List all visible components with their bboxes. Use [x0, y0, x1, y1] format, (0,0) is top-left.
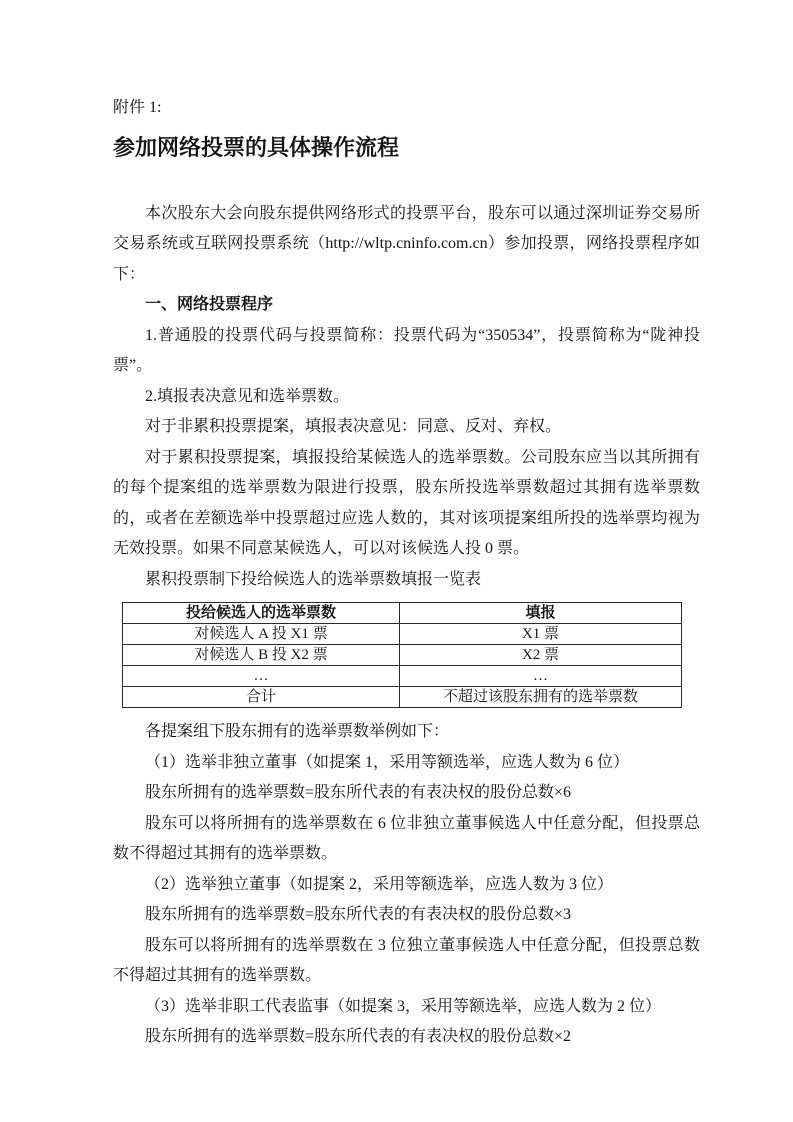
table-cell: 合计 [123, 687, 400, 708]
table-cell: X2 票 [400, 645, 682, 666]
table-row [123, 645, 682, 666]
example2-title: （2）选举独立董事（如提案 2，采用等额选举，应选人数为 3 位） [145, 875, 614, 893]
paragraph-fill-opinion: 2.填报表决意见和选举票数。 [145, 387, 350, 405]
table-cell: X1 票 [400, 624, 682, 645]
table-cell: … [400, 666, 682, 687]
paragraph-vote-code: 1.普通股的投票代码与投票简称：投票代码为“350534”，投票简称为“陇神投票”。 [113, 326, 700, 374]
intro-paragraph: 本次股东大会向股东提供网络形式的投票平台，股东可以通过深圳证券交易所交易系统或互联网投票系统（http://wltp.cninfo.com.cn）参加投票，网络投票程序如下： [113, 204, 700, 283]
example3-title: （3）选举非职工代表监事（如提案 3，采用等额选举，应选人数为 2 位） [145, 997, 662, 1015]
example2-note: 股东可以将所拥有的选举票数在 3 位独立董事候选人中任意分配，但投票总数不得超过其拥有的选举票数。 [113, 936, 700, 984]
example2-formula: 股东所拥有的选举票数=股东所代表的有表决权的股份总数×3 [145, 906, 572, 923]
example1-title: （1）选举非独立董事（如提案 1，采用等额选举，应选人数为 6 位） [145, 753, 630, 771]
table-caption: 累积投票制下投给候选人的选举票数填报一览表 [145, 570, 482, 588]
table-cell: 不超过该股东拥有的选举票数 [400, 687, 682, 708]
table-header-row [123, 603, 682, 624]
vote-table [122, 602, 682, 708]
table-cell: 对候选人 A 投 X1 票 [123, 624, 400, 645]
table-header-votes: 投给候选人的选举票数 [123, 603, 400, 624]
examples-intro: 各提案组下股东拥有的选举票数举例如下： [145, 723, 450, 740]
example1-note: 股东可以将所拥有的选举票数在 6 位非独立董事候选人中任意分配，但投票总数不得超过其拥有的选举票数。 [113, 814, 700, 862]
table-header-fill: 填报 [400, 603, 682, 624]
attachment-label: 附件 1: [113, 99, 162, 116]
document-title: 参加网络投票的具体操作流程 [113, 134, 400, 160]
example3-formula: 股东所拥有的选举票数=股东所代表的有表决权的股份总数×2 [145, 1028, 572, 1045]
paragraph-cumulative: 对于累积投票提案，填报投给某候选人的选举票数。公司股东应当以其所拥有的每个提案组的选举票数为限进行投票，股东所投选举票数超过其拥有选举票数的，或者在差额选举中投票超过应选人数的，其对该项提案组所投的选举票均视为无效投票。如果不同意某候选人，可以对该候选人投 0 票。 [113, 448, 700, 557]
table-cell: 对候选人 B 投 X2 票 [123, 645, 400, 666]
section-heading-voting-procedure: 一、网络投票程序 [145, 296, 274, 313]
example1-formula: 股东所拥有的选举票数=股东所代表的有表决权的股份总数×6 [145, 784, 572, 801]
table-cell: … [123, 666, 400, 687]
table-row [123, 666, 682, 687]
table-row [123, 624, 682, 645]
paragraph-non-cumulative: 对于非累积投票提案，填报表决意见：同意、反对、弃权。 [145, 418, 562, 435]
table-row [123, 687, 682, 708]
